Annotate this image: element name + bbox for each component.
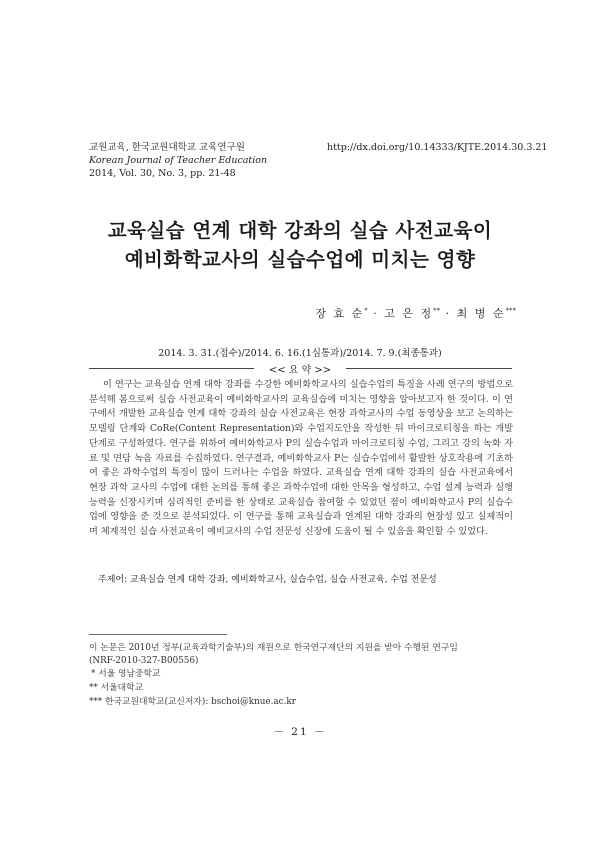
author-1: 장 효 순 (315, 307, 365, 320)
author-2: 고 은 정 (384, 307, 434, 320)
footnote-funding-line-2: (NRF-2010-327-B00556) (89, 656, 199, 666)
keywords-label: 주제어: (98, 575, 128, 585)
doi-link[interactable]: http://dx.doi.org/10.14333/KJTE.2014.30.3.21 (327, 142, 548, 153)
footnote-affiliation-1 (91, 668, 160, 681)
footnote-affiliation-3 (89, 696, 296, 709)
keywords-text: 교육실습 연계 대학 강좌, 예비화학교사, 실습수업, 실습 사전교육, 수업 전문성 (130, 575, 437, 585)
footnote-mark-2: ** (89, 683, 98, 693)
footnote-divider (89, 634, 227, 635)
abstract-rule-right (346, 368, 512, 369)
footnote-affil-2-text: 서울대학교 (100, 683, 144, 693)
footnote-funding-line-1: 이 논문은 2010년 정부(교육과학기술부)의 재원으로 한국연구재단의 지원을 받아 수행된 연구임 (89, 643, 458, 653)
footnote-mark-1: * (91, 669, 96, 679)
footnote-affiliation-2 (89, 682, 143, 695)
page-number: － 21 － (273, 726, 327, 738)
author-3-mark: *** (505, 306, 516, 315)
author-list (315, 305, 516, 321)
journal-name: Korean Journal of Teacher Education (89, 155, 268, 166)
abstract-body (89, 378, 513, 540)
author-3: 최 병 순 (456, 307, 506, 320)
volume-info: 2014, Vol. 30, No. 3, pp. 21-48 (89, 168, 236, 179)
author-separator: · (440, 307, 457, 320)
author-2-mark: ** (433, 306, 441, 315)
author-1-mark: * (364, 306, 368, 315)
footnote-affil-1-text: 서울 영남중학교 (98, 669, 161, 679)
keywords (98, 572, 437, 585)
author-separator: · (367, 307, 385, 320)
publisher-line: 교원교육, 한국교원대학교 교육연구원 (89, 142, 245, 153)
footnote-affil-3-text: 한국교원대학교(교신저자): bschoi@knue.ac.kr (105, 697, 296, 707)
footnote-mark-3: *** (89, 697, 103, 707)
abstract-text: 이 연구는 교육실습 연계 대학 강좌를 수강한 예비화학교사의 실습수업의 특징을 사례 연구의 방법으로 분석해 봄으로써 실습 사전교육이 예비화학교사의 교육실습에 미치는 영향을 알아보고자 한 것이다. 이 연구에서 개발한 교육실습 연계 대학 강좌의 실습 사전교육은 현장 과학교사의 수업 동영상을 보고 논의하는 모델링 단계와 CoRe(Content Representation)와 수업지도안을 작성한 뒤 마이크로티칭을 하는 개발 단계로 구성하였다. 연구를 위하여 예비화학교사 P의 실습수업과 마이크로티칭 수업, 그리고 강의 녹화 자료 및 면담 녹음 자료를 수집하였다. 연구결과, 예비화학교사 P는 실습수업에서 활발한 상호작용에 기초하여 좋은 과학수업의 특징이 많이 드러나는 수업을 하였다. 교육실습 연계 대학 강좌의 실습 사전교육에서 현장 과학 교사의 수업에 대한 논의를 통해 좋은 과학수업에 대한 안목을 형성하고, 수업 설계 능력과 실행 능력을 신장시키며 심리적인 준비를 한 상태로 교육실습 참여할 수 있었던 점이 예비화학교사 P의 실습수업에 영향을 준 것으로 분석되었다. 이 연구를 통해 교육실습과 연계된 대학 강좌의 현장성 있고 실제적이며 체계적인 실습 사전교육이 예비교사의 수업 전문성 신장에 도움이 될 수 있음을 확인할 수 있었다. (89, 379, 513, 538)
paper-title-line-1: 교육실습 연계 대학 강좌의 실습 사전교육이 (107, 219, 493, 242)
submission-dates: 2014. 3. 31.(접수)/2014. 6. 16.(1심통과)/2014. 7. 9.(최종통과) (158, 348, 442, 359)
abstract-heading: << 요 약 >> (268, 365, 332, 376)
paper-title-line-2: 예비화학교사의 실습수업에 미치는 영향 (124, 248, 476, 271)
